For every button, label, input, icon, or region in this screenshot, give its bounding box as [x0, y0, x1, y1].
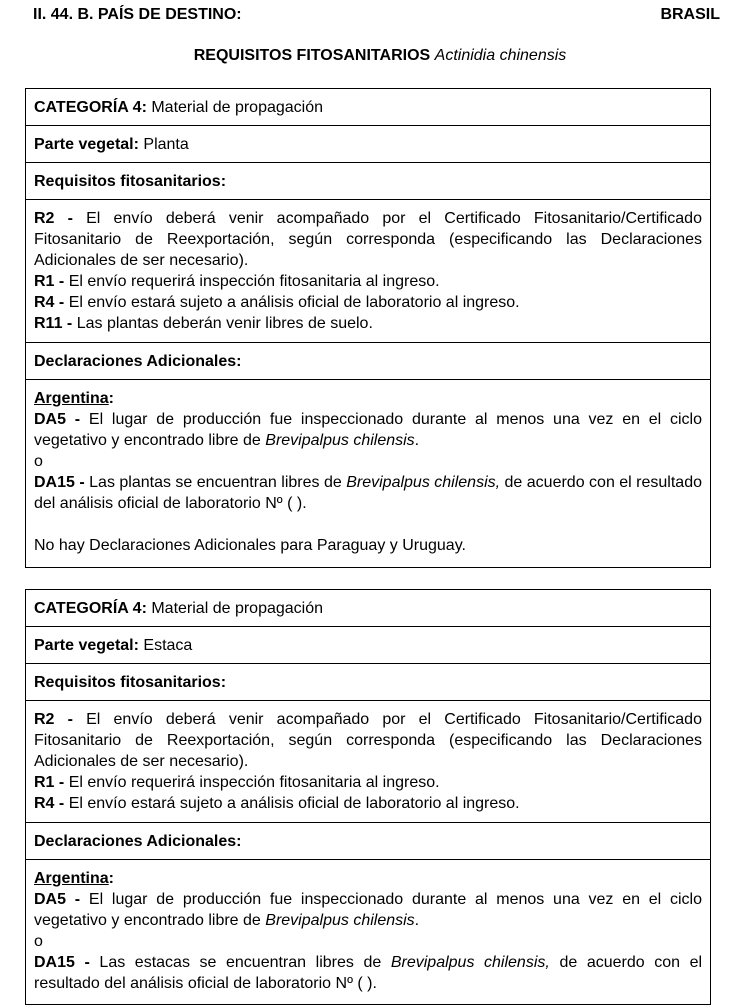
additional-declarations-body [26, 860, 710, 1002]
requirement-code: R1 - [34, 774, 65, 791]
requirement-item [34, 208, 702, 271]
category-value: Material de propagación [151, 600, 324, 617]
destination-country: BRASIL [660, 6, 720, 23]
requirement-text: El envío estará sujeto a análisis oficial de laboratorio al ingreso. [68, 294, 520, 311]
title-species: Actinidia chinensis [434, 47, 567, 64]
declaration-end: de acuerdo con el resultado del análisis oficial de laboratorio Nº ( ). [34, 954, 703, 992]
requirement-code: R11 - [34, 315, 73, 332]
declaration-end: . [414, 432, 420, 449]
country-colon: : [108, 390, 114, 407]
declaration-code: DA5 - [34, 411, 81, 428]
requirement-text: Las plantas deberán venir libres de suelo. [76, 315, 373, 332]
requirements-list [26, 701, 710, 823]
requirement-item [34, 271, 702, 292]
requirement-code: R1 - [34, 273, 65, 290]
plant-part-label: Parte vegetal: [34, 637, 139, 654]
requirement-code: R2 - [34, 210, 73, 227]
plant-part-row [26, 627, 710, 664]
declaration-text: El lugar de producción fue inspeccionado durante al menos una vez en el ciclo vegetativo y encontrado libre de [34, 411, 703, 449]
requirement-code: R2 - [34, 711, 73, 728]
or-separator: o [34, 453, 43, 470]
species-name: Brevipalpus chilensis, [346, 474, 501, 491]
requirements-table-estaca [25, 589, 711, 1005]
requirement-text: El envío deberá venir acompañado por el Certificado Fitosanitario/Certificado Fitosanitario de Reexportación, según corresponda (especificando las Declaraciones Adicionales de ser necesario). [34, 711, 702, 770]
requirement-text: El envío estará sujeto a análisis oficial de laboratorio al ingreso. [68, 795, 520, 812]
plant-part-row [26, 126, 710, 163]
declaration-code: DA15 - [34, 954, 90, 971]
category-label: CATEGORÍA 4: [34, 600, 147, 617]
requirements-heading: Requisitos fitosanitarios: [34, 173, 227, 190]
additional-declarations-heading-row [26, 823, 710, 860]
country-colon: : [108, 870, 114, 887]
title-prefix: REQUISITOS FITOSANITARIOS [193, 47, 431, 64]
country-heading [34, 388, 702, 409]
category-row [26, 590, 710, 627]
requirement-item [34, 313, 702, 334]
additional-declarations-body [26, 380, 710, 564]
document-title [0, 47, 734, 65]
requirements-heading-row [26, 664, 710, 701]
requirement-item [34, 793, 702, 814]
requirements-heading-row [26, 163, 710, 200]
species-name: Brevipalpus chilensis [265, 432, 415, 449]
requirement-code: R4 - [34, 294, 65, 311]
declaration-text: Las plantas se encuentran libres de [89, 474, 342, 491]
or-separator: o [34, 933, 43, 950]
species-name: Brevipalpus chilensis, [390, 954, 550, 971]
requirement-text: El envío requerirá inspección fitosanitaria al ingreso. [68, 774, 440, 791]
declaration-end: . [414, 912, 420, 929]
category-value: Material de propagación [151, 99, 324, 116]
requirements-list [26, 200, 710, 343]
country-name: Argentina [34, 870, 109, 887]
declaration-da5 [34, 889, 702, 931]
category-row [26, 89, 710, 126]
additional-declarations-heading: Declaraciones Adicionales: [34, 353, 242, 370]
requirement-item [34, 292, 702, 313]
declarations-note: No hay Declaraciones Adicionales para Paraguay y Uruguay. [34, 537, 466, 554]
category-label: CATEGORÍA 4: [34, 99, 147, 116]
requirement-code: R4 - [34, 795, 65, 812]
requirement-item [34, 709, 702, 772]
declaration-da15 [34, 952, 702, 994]
declaration-text: El lugar de producción fue inspeccionado durante al menos una vez en el ciclo vegetativo y encontrado libre de [34, 891, 703, 929]
country-heading [34, 868, 702, 889]
requirement-text: El envío deberá venir acompañado por el Certificado Fitosanitario/Certificado Fitosanitario de Reexportación, según corresponda (especificando las Declaraciones Adicionales de ser necesario). [34, 210, 702, 269]
declaration-text: Las estacas se encuentran libres de [99, 954, 382, 971]
declaration-code: DA15 - [34, 474, 85, 491]
additional-declarations-heading: Declaraciones Adicionales: [34, 833, 242, 850]
species-name: Brevipalpus chilensis [265, 912, 415, 929]
requirement-text: El envío requerirá inspección fitosanitaria al ingreso. [68, 273, 440, 290]
plant-part-label: Parte vegetal: [34, 136, 139, 153]
destination-label: II. 44. B. PAÍS DE DESTINO: [33, 6, 242, 23]
additional-declarations-heading-row [26, 343, 710, 380]
plant-part-value: Estaca [143, 637, 193, 654]
declaration-da15 [34, 472, 702, 514]
declaration-end: de acuerdo con el resultado del análisis oficial de laboratorio Nº ( ). [34, 474, 703, 512]
declaration-da5 [34, 409, 702, 451]
plant-part-value: Planta [143, 136, 189, 153]
country-name: Argentina [34, 390, 109, 407]
requirements-table-planta [25, 88, 711, 568]
requirements-heading: Requisitos fitosanitarios: [34, 674, 227, 691]
requirement-item [34, 772, 702, 793]
declaration-code: DA5 - [34, 891, 81, 908]
